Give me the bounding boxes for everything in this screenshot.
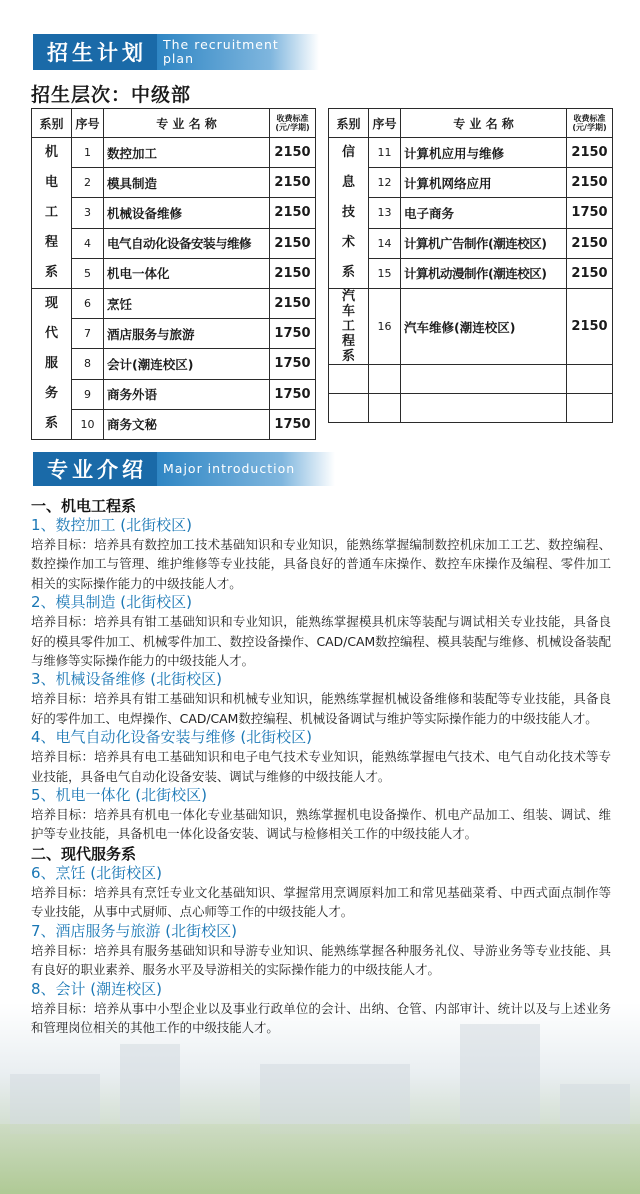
dept-cell: 汽 车 工 程 系 — [329, 289, 369, 365]
table-row — [329, 258, 613, 288]
table-row — [32, 138, 316, 168]
plan-table-right — [328, 108, 613, 423]
table-row — [32, 379, 316, 409]
table-row-empty — [329, 394, 613, 423]
major-cell: 计算机应用与维修 — [401, 138, 567, 168]
seq-cell: 15 — [369, 258, 401, 288]
table-row — [32, 349, 316, 379]
fee-cell: 1750 — [567, 198, 613, 228]
table-row — [32, 228, 316, 258]
seq-cell: 4 — [72, 228, 104, 258]
major-cell: 汽车维修(潮连校区) — [401, 289, 567, 365]
seq-cell: 3 — [72, 198, 104, 228]
seq-cell: 1 — [72, 138, 104, 168]
major-title: 4、电气自动化设备安装与维修 (北街校区) — [31, 728, 313, 747]
major-cell: 商务外语 — [104, 379, 270, 409]
table-row — [329, 138, 613, 168]
fee-cell: 2150 — [270, 289, 316, 319]
banner-title-cn: 招生计划 — [33, 34, 157, 70]
seq-cell: 16 — [369, 289, 401, 365]
fee-cell: 2150 — [270, 258, 316, 288]
seq-cell: 13 — [369, 198, 401, 228]
table-header-row — [32, 109, 316, 138]
table-row — [32, 198, 316, 228]
major-desc: 培养目标：培养具有钳工基础知识和机械专业知识，能熟练掌握机械设备维修和装配等专业技能，具备良好的零件加工、电焊操作、CAD/CAM数控编程、机械设备调试与维护等实际操作能力的中级技能人才。 — [31, 691, 612, 726]
header-dept: 系别 — [329, 109, 369, 138]
recruitment-plan-banner — [33, 34, 319, 70]
major-cell: 机电一体化 — [104, 258, 270, 288]
major-desc: 培养目标：培养具有电工基础知识和电子电气技术专业知识，能熟练掌握电气技术、电气自动化技术等专业技能，具备电气自动化设备安装、调试与维修的中级技能人才。 — [31, 749, 612, 784]
banner-title-en: Major introduction — [157, 452, 335, 486]
fee-cell: 2150 — [567, 289, 613, 365]
major-cell: 电气自动化设备安装与维修 — [104, 228, 270, 258]
seq-cell: 2 — [72, 168, 104, 198]
major-cell: 会计(潮连校区) — [104, 349, 270, 379]
seq-cell: 6 — [72, 289, 104, 319]
seq-cell: 14 — [369, 228, 401, 258]
section-title: 二、现代服务系 — [31, 844, 137, 863]
fee-cell: 2150 — [567, 138, 613, 168]
dept-cell: 现 代 服 务 系 — [32, 289, 72, 440]
table-header-row — [329, 109, 613, 138]
fee-cell: 1750 — [270, 319, 316, 349]
banner-title-cn: 专业介绍 — [33, 452, 157, 486]
fee-cell: 1750 — [270, 379, 316, 409]
table-row — [32, 168, 316, 198]
header-seq: 序号 — [369, 109, 401, 138]
major-introduction — [31, 496, 611, 1037]
header-major: 专 业 名 称 — [104, 109, 270, 138]
major-title: 6、烹饪 (北街校区) — [31, 863, 163, 882]
table-row — [32, 289, 316, 319]
major-title: 1、数控加工 (北街校区) — [31, 516, 193, 534]
table-row — [32, 409, 316, 439]
header-major: 专 业 名 称 — [401, 109, 567, 138]
major-desc: 培养目标：培养从事中小型企业以及事业行政单位的会计、出纳、仓管、内部审计、统计以及与上述业务和管理岗位相关的其他工作的中级技能人才。 — [31, 1000, 612, 1035]
fee-cell: 1750 — [270, 409, 316, 439]
major-desc: 培养目标：培养具有烹饪专业文化基础知识、掌握常用烹调原料加工和常见基础菜肴、中西式面点制作等专业技能，从事中式厨师、点心师等工作的中级技能人才。 — [31, 884, 612, 920]
fee-cell: 2150 — [270, 168, 316, 198]
major-cell: 电子商务 — [401, 198, 567, 228]
plan-table-left — [31, 108, 316, 440]
banner-title-en: The recruitment plan — [157, 34, 319, 70]
header-seq: 序号 — [72, 109, 104, 138]
dept-cell: 信 息 技 术 系 — [329, 138, 369, 289]
seq-cell: 12 — [369, 168, 401, 198]
header-dept: 系别 — [32, 109, 72, 138]
table-row-empty — [329, 365, 613, 394]
fee-cell: 2150 — [567, 228, 613, 258]
major-cell: 计算机网络应用 — [401, 168, 567, 198]
table-row — [32, 319, 316, 349]
seq-cell: 7 — [72, 319, 104, 349]
major-cell: 模具制造 — [104, 168, 270, 198]
major-cell: 烹饪 — [104, 289, 270, 319]
major-desc: 培养目标：培养具有服务基础知识和导游专业知识、能熟练掌握各种服务礼仪、导游业务等专业技能、具有良好的职业素养、服务水平及导游相关的实际操作能力的中级技能人才。 — [31, 942, 612, 978]
table-row — [329, 168, 613, 198]
major-cell: 计算机动漫制作(潮连校区) — [401, 258, 567, 288]
seq-cell: 9 — [72, 379, 104, 409]
table-row — [32, 258, 316, 288]
major-title: 7、酒店服务与旅游 (北街校区) — [31, 921, 238, 940]
major-desc: 培养目标：培养具有机电一体化专业基础知识，熟练掌握机电设备操作、机电产品加工、组装、调试、维护等专业技能，具备机电一体化设备安装、调试与检修相关工作的中级技能人才。 — [31, 807, 612, 842]
table-row — [329, 228, 613, 258]
major-title: 2、模具制造 (北街校区) — [31, 593, 193, 612]
seq-cell: 5 — [72, 258, 104, 288]
major-title: 8、会计 (潮连校区) — [31, 979, 163, 998]
seq-cell: 11 — [369, 138, 401, 168]
major-desc: 培养目标：培养具有数控加工技术基础知识和专业知识，能熟练掌握编制数控机床加工工艺、数控编程、数控操作加工与管理、维护维修等专业技能，具备良好的普通车床操作、数控车床操作及编程、零件加工相关的实际操作能力的中级技能人才。 — [31, 537, 612, 591]
seq-cell: 10 — [72, 409, 104, 439]
major-title: 3、机械设备维修 (北街校区) — [31, 670, 223, 689]
major-title: 5、机电一体化 (北街校区) — [31, 786, 208, 805]
major-cell: 酒店服务与旅游 — [104, 319, 270, 349]
header-fee: 收费标准 (元/学期) — [567, 109, 613, 138]
major-cell: 商务文秘 — [104, 409, 270, 439]
major-desc: 培养目标：培养具有钳工基础知识和专业知识，能熟练掌握模具机床等装配与调试相关专业技能，具备良好的模具零件加工、机械零件加工、数控设备操作、CAD/CAM数控编程、模具装配与维修、机械设备装配与维修等实际操作能力的中级技能人才。 — [31, 614, 612, 669]
dept-cell: 机 电 工 程 系 — [32, 138, 72, 289]
fee-cell: 2150 — [567, 258, 613, 288]
fee-cell: 2150 — [567, 168, 613, 198]
fee-cell: 2150 — [270, 138, 316, 168]
table-row — [329, 198, 613, 228]
seq-cell: 8 — [72, 349, 104, 379]
section-title: 一、机电工程系 — [31, 497, 137, 515]
major-cell: 机械设备维修 — [104, 198, 270, 228]
major-cell: 计算机广告制作(潮连校区) — [401, 228, 567, 258]
major-cell: 数控加工 — [104, 138, 270, 168]
fee-cell: 2150 — [270, 198, 316, 228]
fee-cell: 2150 — [270, 228, 316, 258]
header-fee: 收费标准 (元/学期) — [270, 109, 316, 138]
fee-cell: 1750 — [270, 349, 316, 379]
enrollment-level: 招生层次：中级部 — [31, 84, 192, 106]
major-introduction-banner — [33, 452, 335, 486]
